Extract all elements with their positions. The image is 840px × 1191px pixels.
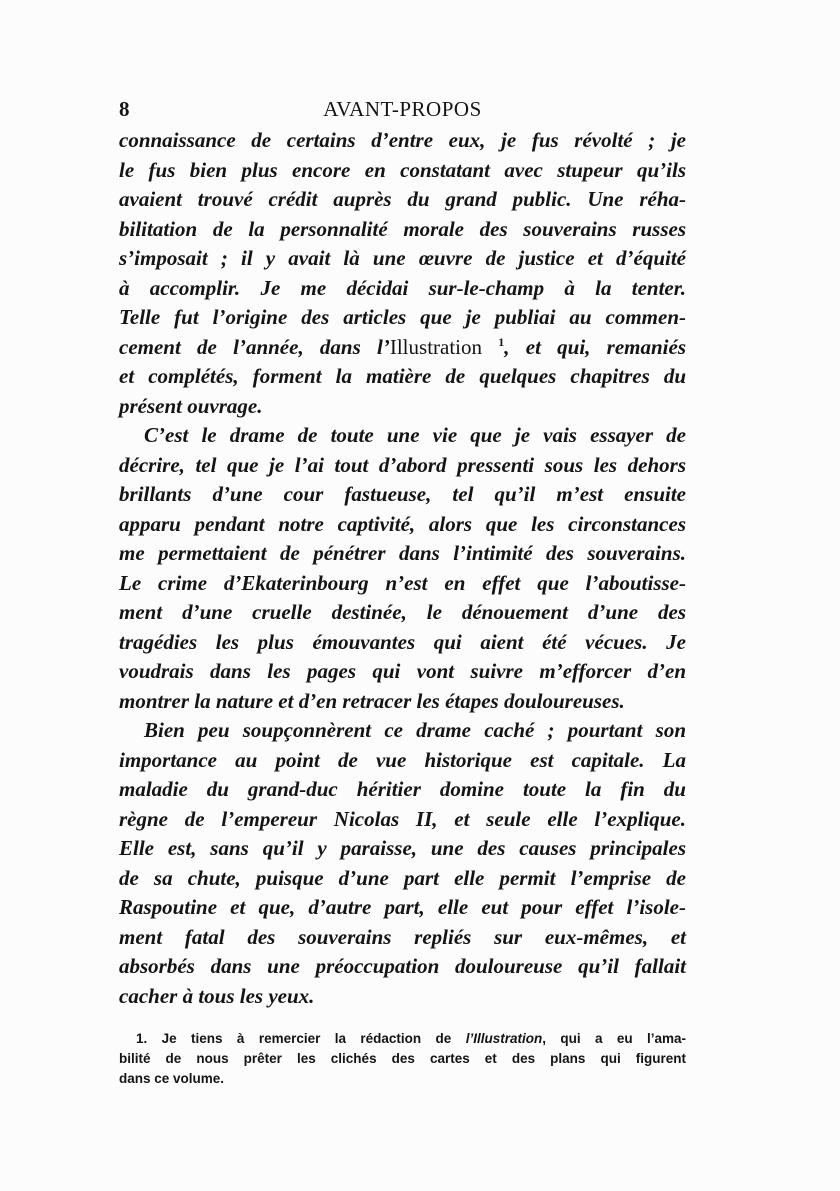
text-line: ment d’une cruelle destinée, le dénouement d’une des (119, 600, 686, 624)
text-line: brillants d’une cour fastueuse, tel qu’il m’est ensuite (119, 482, 686, 506)
text-line: Elle est, sans qu’il y paraisse, une des causes principales (119, 836, 686, 860)
footnote-line: bilité de nous prêter les clichés des cartes et des plans qui figurent (119, 1051, 686, 1066)
text-line: absorbés dans une préoccupation douloureuse qu’il fallait (119, 954, 686, 978)
text-line: apparu pendant notre captivité, alors que les circonstances (119, 511, 686, 536)
text-line: à accomplir. Je me décidai sur-le-champ à la tenter. (119, 275, 686, 300)
text-line: règne de l’empereur Nicolas II, et seule elle l’explique. (119, 806, 686, 831)
text-line: maladie du grand-duc héritier domine toute la fin du (119, 777, 686, 801)
footnote-line (119, 1029, 686, 1049)
text-line: Raspoutine et que, d’autre part, elle eut pour effet l’isole- (119, 895, 686, 919)
text-line: avaient trouvé crédit auprès du grand public. Une réha- (119, 187, 686, 211)
text-line: connaissance de certains d’entre eux, je fus révolté ; je (119, 128, 686, 152)
text-line: de sa chute, puisque d’une part elle permit l’emprise de (119, 865, 686, 890)
text-line: C’est le drame de toute une vie que je vais essayer de (144, 423, 686, 447)
running-title: AVANT-PROPOS (323, 97, 482, 121)
page-header (119, 92, 686, 126)
body-text (119, 126, 686, 1011)
text-line: le fus bien plus encore en constatant avec stupeur qu’ils (119, 157, 686, 182)
text-line: décrire, tel que je l’ai tout d’abord pressenti sous les dehors (119, 452, 686, 477)
text-line: Telle fut l’origine des articles que je publiai au commen- (119, 305, 686, 329)
footnote-reference: 1 (498, 334, 505, 349)
text-line: montrer la nature et d’en retracer les étapes douloureuses. (119, 688, 625, 713)
text-line: Bien peu soupçonnèrent ce drame caché ; pourtant son (144, 718, 686, 742)
text-line: tragédies les plus émouvantes qui aient été vécues. Je (119, 629, 686, 654)
text-fragment: , et qui, remaniés (504, 334, 686, 359)
publication-title: Illustration (389, 334, 483, 359)
footnote-text: , qui a eu l’ama- (542, 1031, 687, 1046)
page-number: 8 (119, 97, 130, 121)
paragraph (119, 126, 686, 421)
text-line: voudrais dans les pages qui vont suivre m’efforcer d’en (119, 659, 686, 683)
book-page (119, 92, 686, 1089)
text-fragment: cement de l’année, dans l’ (119, 334, 390, 359)
text-line: importance au point de vue historique est capitale. La (119, 747, 686, 772)
text-line: ment fatal des souverains repliés sur eux-mêmes, et (119, 924, 686, 949)
text-line: Le crime d’Ekaterinbourg n’est en effet que l’aboutisse- (119, 570, 686, 595)
text-line: me permettaient de pénétrer dans l’intimité des souverains. (119, 541, 686, 565)
text-line: présent ouvrage. (119, 393, 263, 418)
text-line (119, 333, 686, 363)
text-line: et complétés, forment la matière de quelques chapitres du (119, 364, 686, 388)
paragraph (119, 716, 686, 1011)
text-line: s’imposait ; il y avait là une œuvre de justice et d’équité (119, 246, 686, 270)
paragraph (119, 421, 686, 716)
text-line: bilitation de la personnalité morale des souverains russes (119, 216, 686, 241)
footnote-line: dans ce volume. (119, 1071, 225, 1086)
text-line: cacher à tous les yeux. (119, 983, 315, 1008)
footnote-text: 1. Je tiens à remercier la rédaction de (136, 1031, 466, 1046)
footnote (119, 1029, 686, 1089)
footnote-publication: l’Illustration (465, 1031, 543, 1046)
